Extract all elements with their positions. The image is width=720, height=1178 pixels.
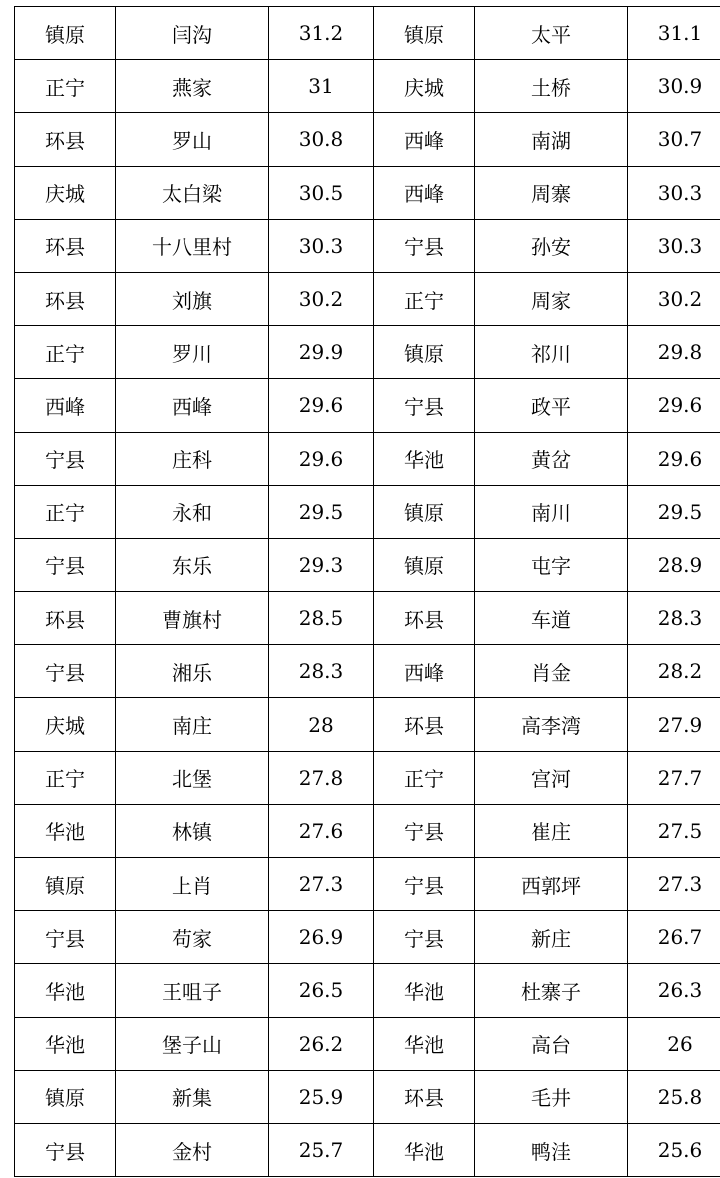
table-cell: 宁县: [15, 538, 116, 591]
table-cell: 东乐: [116, 538, 269, 591]
table-cell: 南湖: [475, 113, 628, 166]
table-cell: 新庄: [475, 911, 628, 964]
table-cell: 正宁: [15, 60, 116, 113]
table-cell: 南庄: [116, 698, 269, 751]
table-cell: 环县: [15, 113, 116, 166]
table-cell: 30.3: [269, 219, 374, 272]
table-cell: 31.1: [628, 7, 720, 60]
table-row: [15, 592, 720, 645]
table-cell: 太平: [475, 7, 628, 60]
table-cell: 28.9: [628, 538, 720, 591]
table-cell: 30.8: [269, 113, 374, 166]
table-cell: 湘乐: [116, 645, 269, 698]
table-cell: 正宁: [15, 485, 116, 538]
table-row: [15, 911, 720, 964]
table-cell: 30.2: [269, 272, 374, 325]
table-body: [15, 7, 720, 1177]
table-cell: 29.8: [628, 326, 720, 379]
table-cell: 庆城: [15, 166, 116, 219]
table-row: [15, 698, 720, 751]
table-cell: 29.6: [628, 379, 720, 432]
table-cell: 27.3: [628, 858, 720, 911]
table-cell: 27.3: [269, 858, 374, 911]
table-row: [15, 751, 720, 804]
table-cell: 宁县: [15, 432, 116, 485]
table-cell: 庄科: [116, 432, 269, 485]
table-cell: 29.6: [269, 379, 374, 432]
table-cell: 曹旗村: [116, 592, 269, 645]
table-cell: 28: [269, 698, 374, 751]
table-cell: 25.6: [628, 1123, 720, 1176]
table-cell: 宁县: [15, 645, 116, 698]
table-cell: 周家: [475, 272, 628, 325]
table-cell: 29.3: [269, 538, 374, 591]
table-cell: 王咀子: [116, 964, 269, 1017]
table-cell: 土桥: [475, 60, 628, 113]
table-cell: 30.7: [628, 113, 720, 166]
table-cell: 25.8: [628, 1070, 720, 1123]
table-cell: 30.2: [628, 272, 720, 325]
table-cell: 孙安: [475, 219, 628, 272]
table-cell: 华池: [15, 964, 116, 1017]
table-cell: 黄岔: [475, 432, 628, 485]
table-cell: 正宁: [15, 751, 116, 804]
table-cell: 宁县: [15, 1123, 116, 1176]
table-cell: 燕家: [116, 60, 269, 113]
table-cell: 29.5: [269, 485, 374, 538]
table-cell: 环县: [15, 272, 116, 325]
table-cell: 西峰: [374, 166, 475, 219]
table-cell: 南川: [475, 485, 628, 538]
table-cell: 宫河: [475, 751, 628, 804]
table-cell: 宁县: [374, 379, 475, 432]
table-cell: 27.5: [628, 804, 720, 857]
table-cell: 27.7: [628, 751, 720, 804]
table-cell: 环县: [374, 698, 475, 751]
table-cell: 毛井: [475, 1070, 628, 1123]
table-row: [15, 1017, 720, 1070]
table-cell: 太白梁: [116, 166, 269, 219]
table-row: [15, 1123, 720, 1176]
table-cell: 肖金: [475, 645, 628, 698]
table-row: [15, 219, 720, 272]
table-cell: 庆城: [374, 60, 475, 113]
table-cell: 29.9: [269, 326, 374, 379]
table-row: [15, 804, 720, 857]
table-cell: 华池: [374, 432, 475, 485]
table-cell: 屯字: [475, 538, 628, 591]
table-cell: 26.2: [269, 1017, 374, 1070]
table-row: [15, 538, 720, 591]
table-cell: 崔庄: [475, 804, 628, 857]
table-cell: 26: [628, 1017, 720, 1070]
table-cell: 镇原: [15, 1070, 116, 1123]
table-cell: 宁县: [15, 911, 116, 964]
table-row: [15, 379, 720, 432]
table-row: [15, 60, 720, 113]
table-cell: 正宁: [374, 751, 475, 804]
table-cell: 北堡: [116, 751, 269, 804]
table-cell: 宁县: [374, 219, 475, 272]
table-cell: 30.3: [628, 219, 720, 272]
table-cell: 高李湾: [475, 698, 628, 751]
table-row: [15, 964, 720, 1017]
table-cell: 30.9: [628, 60, 720, 113]
table-cell: 堡子山: [116, 1017, 269, 1070]
table-cell: 环县: [15, 592, 116, 645]
table-cell: 31: [269, 60, 374, 113]
table-cell: 环县: [15, 219, 116, 272]
table-cell: 罗川: [116, 326, 269, 379]
table-cell: 政平: [475, 379, 628, 432]
table-cell: 罗山: [116, 113, 269, 166]
table-row: [15, 645, 720, 698]
table-cell: 车道: [475, 592, 628, 645]
table-cell: 西峰: [116, 379, 269, 432]
table-cell: 西峰: [374, 113, 475, 166]
table-cell: 26.9: [269, 911, 374, 964]
table-cell: 西峰: [15, 379, 116, 432]
table-cell: 鸭洼: [475, 1123, 628, 1176]
table-cell: 林镇: [116, 804, 269, 857]
table-cell: 华池: [374, 964, 475, 1017]
table-cell: 29.6: [628, 432, 720, 485]
table-row: [15, 485, 720, 538]
table-cell: 高台: [475, 1017, 628, 1070]
table-cell: 25.9: [269, 1070, 374, 1123]
table-cell: 镇原: [15, 7, 116, 60]
table-cell: 镇原: [374, 7, 475, 60]
table-cell: 华池: [15, 804, 116, 857]
table-cell: 27.6: [269, 804, 374, 857]
table-cell: 29.5: [628, 485, 720, 538]
table-cell: 26.3: [628, 964, 720, 1017]
precipitation-data-table: [14, 6, 720, 1177]
table-row: [15, 1070, 720, 1123]
table-cell: 镇原: [15, 858, 116, 911]
table-cell: 庆城: [15, 698, 116, 751]
table-row: [15, 326, 720, 379]
table-cell: 刘旗: [116, 272, 269, 325]
table-cell: 29.6: [269, 432, 374, 485]
table-cell: 31.2: [269, 7, 374, 60]
table-cell: 新集: [116, 1070, 269, 1123]
table-cell: 26.7: [628, 911, 720, 964]
table-row: [15, 7, 720, 60]
table-cell: 30.5: [269, 166, 374, 219]
table-cell: 28.2: [628, 645, 720, 698]
table-cell: 华池: [15, 1017, 116, 1070]
table-cell: 西峰: [374, 645, 475, 698]
table-cell: 正宁: [374, 272, 475, 325]
table-cell: 宁县: [374, 804, 475, 857]
table-cell: 28.5: [269, 592, 374, 645]
table-cell: 祁川: [475, 326, 628, 379]
table-cell: 上肖: [116, 858, 269, 911]
table-cell: 西郭坪: [475, 858, 628, 911]
table-cell: 镇原: [374, 326, 475, 379]
table-cell: 26.5: [269, 964, 374, 1017]
table-cell: 杜寨子: [475, 964, 628, 1017]
table-cell: 28.3: [628, 592, 720, 645]
table-row: [15, 272, 720, 325]
table-cell: 宁县: [374, 911, 475, 964]
table-cell: 闫沟: [116, 7, 269, 60]
table-cell: 金村: [116, 1123, 269, 1176]
table-cell: 27.8: [269, 751, 374, 804]
table-row: [15, 858, 720, 911]
table-cell: 华池: [374, 1017, 475, 1070]
table-cell: 镇原: [374, 485, 475, 538]
table-cell: 永和: [116, 485, 269, 538]
table-cell: 周寨: [475, 166, 628, 219]
table-cell: 华池: [374, 1123, 475, 1176]
table-cell: 宁县: [374, 858, 475, 911]
table-cell: 十八里村: [116, 219, 269, 272]
table-row: [15, 113, 720, 166]
table-cell: 环县: [374, 592, 475, 645]
table-cell: 苟家: [116, 911, 269, 964]
table-row: [15, 432, 720, 485]
table-cell: 25.7: [269, 1123, 374, 1176]
table-row: [15, 166, 720, 219]
table-cell: 30.3: [628, 166, 720, 219]
table-cell: 镇原: [374, 538, 475, 591]
table-cell: 27.9: [628, 698, 720, 751]
table-cell: 28.3: [269, 645, 374, 698]
table-cell: 正宁: [15, 326, 116, 379]
table-cell: 环县: [374, 1070, 475, 1123]
